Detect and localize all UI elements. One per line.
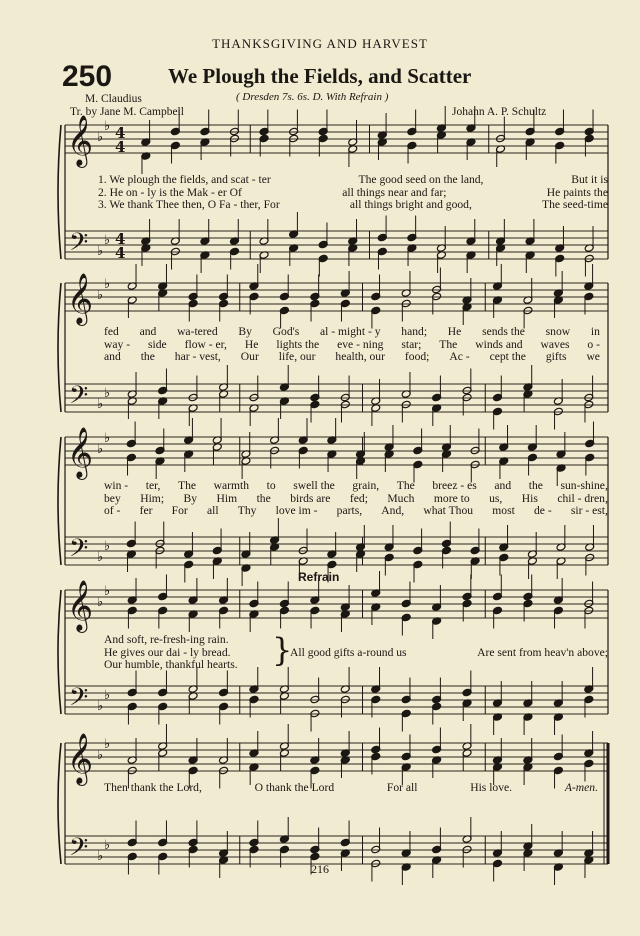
lyric-word: gifts [545,350,567,363]
lyric-word: The [396,479,415,492]
lyrics-system-2 [104,326,600,364]
flat-sign: ♭ [97,699,104,714]
lyric-word: lights the [276,337,320,351]
lyric-text: Then thank the Lord, [104,781,202,794]
flat-sign: ♭ [97,595,104,610]
system-brace [58,437,61,565]
lyric-word: al - might - y [319,325,381,338]
bass-clef: 𝄢 [69,381,89,416]
flat-sign: ♭ [104,431,111,446]
verse-line-1 [104,480,608,493]
lyric-word: fed; [349,491,368,505]
flat-sign: ♭ [97,130,104,145]
lyric-word: ter, [145,479,161,492]
flat-sign: ♭ [97,748,104,763]
verse-line-3 [104,505,608,518]
lyric-word: hand; [401,325,428,338]
lyric-word: star; [401,337,422,351]
time-signature: 4 [115,124,126,142]
lyric-word: and [494,479,512,492]
lyric-word: Him; [140,491,165,505]
flat-sign: ♭ [104,119,111,134]
lyric-word: health, our [335,350,385,363]
lyrics-system-4-verses [104,634,238,672]
verse-line-1 [104,326,600,339]
lyric-text: Are sent from heav'n above; [477,646,608,659]
lyric-word: parts, [336,504,363,517]
lyric-word: breez - es [432,479,477,492]
lyric-word: swell the [293,479,335,492]
lyric-word: fer [139,504,153,517]
lyric-word: By [183,491,198,505]
lyrics-system-1 [98,174,608,212]
lyric-text: 2. He on - ly is the Mak - er Of [98,185,242,199]
flat-sign: ♭ [97,288,104,303]
lyric-word: what Thou [423,504,474,517]
flat-sign: ♭ [104,386,111,401]
flat-sign: ♭ [97,397,104,412]
lyric-word: of - [104,504,121,517]
lyric-text: For all [386,781,418,794]
flat-sign: ♭ [104,277,111,292]
lyric-text: all things near and far; [342,185,447,199]
bass-clef: 𝄢 [69,534,89,569]
lyric-word: The [439,337,458,351]
flat-sign: ♭ [97,244,104,259]
flat-sign: ♭ [104,838,111,853]
lyric-word: and [104,350,121,363]
lyric-word: all [206,504,219,517]
lyric-word: side [148,337,167,351]
lyric-word: The [178,479,197,492]
lyric-word: sun-shine, [560,479,608,492]
lyric-word: sir - est, [570,504,608,517]
lyric-text: His love. [470,781,513,794]
lyric-word: eve - ning [337,337,384,351]
flat-sign: ♭ [104,737,111,752]
lyric-word: flow - er, [184,337,227,351]
verse-line-3 [104,351,600,364]
verse-brace: } [272,631,293,669]
verse-line-1 [98,174,608,187]
lyric-text: But it is [571,173,608,186]
hymn-number: 250 [62,60,113,93]
flat-sign: ♭ [97,442,104,457]
lyric-word: birds are [290,491,331,505]
system-brace [58,283,61,412]
lyric-word: fed [104,325,119,338]
tune-info: ( Dresden 7s. 6s. D. With Refrain ) [236,91,389,103]
system-brace [58,590,61,714]
lyric-text: all things bright and good, [349,198,472,211]
page-number: 216 [311,862,329,876]
treble-clef: 𝄞 [67,580,94,631]
lyric-word: waves [540,337,570,351]
lyric-word: cept the [489,350,526,363]
lyric-word: Ac - [449,350,470,363]
lyric-text: O thank the Lord [254,781,335,794]
lyric-word: winds and [475,337,523,351]
lyric-word: food; [404,350,430,363]
composer-credit: Johann A. P. Schultz [452,106,547,118]
lyric-word: wa-tered [177,325,218,338]
lyric-word: and [139,325,157,338]
lyric-word: win - [104,479,129,492]
lyric-text: All good gifts a-round us [290,646,407,659]
lyric-word: o - [587,337,600,351]
lyric-word: warmth [213,479,250,492]
flat-sign: ♭ [104,233,111,248]
lyric-word: we [586,350,600,363]
lyric-text: 3. We thank Thee then, O Fa - ther, For [98,198,280,211]
time-signature: 4 [115,138,126,156]
lyric-word: us, [489,491,503,505]
verse-line-3 [98,199,608,212]
flat-sign: ♭ [97,849,104,864]
lyric-word: the [256,491,271,505]
lyric-word: de - [534,504,552,517]
flat-sign: ♭ [104,539,111,554]
lyric-word: And, [381,504,405,517]
hymn-title: We Plough the Fields, and Scatter [168,64,472,88]
bass-clef: 𝄢 [69,228,89,263]
lyric-word: By [238,325,252,338]
system-brace [58,743,61,864]
lyric-word: the [528,479,543,492]
lyric-word: sends the [482,325,525,338]
treble-clef: 𝄞 [67,273,94,324]
time-signature: 4 [115,230,126,248]
lyric-word: love im - [275,504,318,517]
lyric-word: to [266,479,276,492]
bass-clef: 𝄢 [69,683,89,718]
lyric-word: chil - dren, [557,491,608,505]
lyric-word: Thy [237,504,257,517]
lyric-text: 1. We plough the fields, and scat - ter [98,173,271,186]
refrain-label: Refrain [298,570,340,584]
lyric-word: For [171,504,188,517]
lyric-word: the [140,350,155,363]
lyric-word: life, our [278,350,316,363]
treble-clef: 𝄞 [67,427,94,478]
time-signature: 4 [115,244,126,262]
author-credit: M. Claudius [85,93,142,105]
lyric-word: bey [104,491,121,505]
lyrics-system-4-refrain [290,647,608,660]
section-header: THANKSGIVING AND HARVEST [212,36,428,51]
lyric-word: more to [433,491,470,505]
lyric-word: grain, [352,479,380,492]
lyric-word: His [521,491,538,505]
lyric-word: in [590,325,600,338]
lyric-word: most [492,504,515,517]
lyric-word: He [447,325,462,338]
treble-clef: 𝄞 [67,115,94,166]
lyric-text: And soft, re-fresh-ing rain. [104,633,229,646]
lyric-text: He gives our dai - ly bread. [104,645,231,659]
lyric-text: The good seed on the land, [358,173,484,186]
treble-clef: 𝄞 [67,733,94,784]
lyric-word: Much [387,491,415,505]
lyric-word: God's [272,325,300,338]
lyric-word: snow [545,325,571,338]
lyric-word: He [244,337,259,351]
lyric-text: He paints the [546,185,608,199]
lyric-word: Him [216,491,238,505]
translator-credit: Tr. by Jane M. Campbell [70,106,184,118]
bass-clef: 𝄢 [69,833,89,868]
lyric-text: A-men. [564,781,598,794]
lyric-word: Our [240,350,259,363]
lyric-word: har - vest, [174,350,221,363]
lyrics-system-3 [104,480,608,518]
lyric-text: Our humble, thankful hearts. [104,658,238,671]
flat-sign: ♭ [97,550,104,565]
lyric-text: The seed-time [542,198,608,211]
system-brace [58,125,61,259]
lyric-word: way - [104,337,131,351]
flat-sign: ♭ [104,584,111,599]
flat-sign: ♭ [104,688,111,703]
lyrics-system-5 [104,782,598,795]
